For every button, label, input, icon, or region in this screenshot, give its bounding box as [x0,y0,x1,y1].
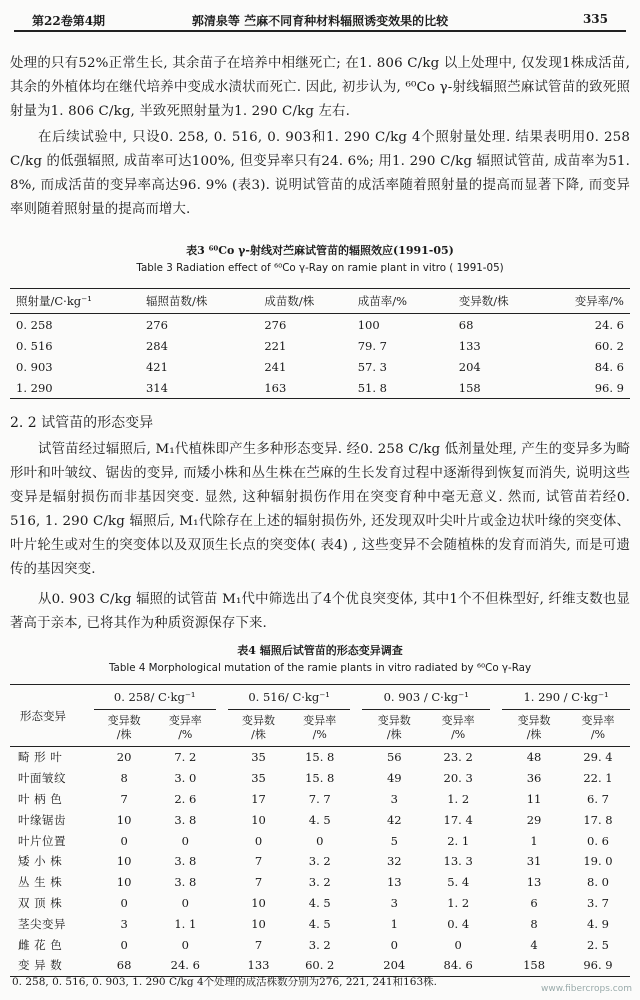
paragraph-3: 试管苗经过辐照后, M₁代植株即产生多种形态变异. 经0. 258 C/kg 低剂量处理, 产生的变异多为畸形叶和叶皱纹、锯齿的变异, 而矮小株和丛生株在苎麻的生长发育过程中逐渐得到恢复而消失, 说明这些变异是辐射损伤而非基因突变. 显然, 这种辐射损伤作用在突变育种中毫无意义. 然而, 试管苗若经0. 516, 1. 290 C/kg 辐照后, M₁代除存在上述的辐射损伤外, 还发现双叶尖叶片或金边状叶缘的突变体、叶片轮生或对生的突变体以及双顶生长点的突变体( 表4) , 这些变异不会随植株的发育而消失, 而是可遗传的基因突变. [10,442,630,577]
table4-row-label: 变 异 数 [18,958,63,973]
table4-row-label: 畸 形 叶 [18,750,63,765]
table4-row-label: 叶 柄 色 [18,791,63,806]
table4-cell: 2. 6 [174,791,197,806]
table4-cell: 1. 1 [174,916,197,931]
table3-cell: 276 [145,317,168,332]
table4-cell: 8 [530,916,538,931]
table3 [10,288,630,399]
table3-cell: 0. 903 [16,359,53,374]
table4-count-header: 变异数 /株 [94,710,155,747]
table4-cell: 10 [251,895,266,910]
table4-cell: 7 [254,854,263,869]
page-number: 335 [582,12,608,26]
table3-header-cell: 成苗数/株 [222,289,327,314]
table3-cell: 158 [458,380,481,395]
table4-cell: 4. 5 [308,916,331,931]
table4-cell: 10 [251,916,266,931]
table4-cell: 3 [390,791,398,806]
table4-cell: 3. 7 [587,895,609,910]
table3-header-cell: 照射量/C·kg⁻¹ [10,289,104,314]
table4-cell: 20. 3 [443,771,473,786]
table4-cell: 3. 2 [308,875,331,890]
table3-header-row [10,289,630,314]
table4-cell: 0 [316,833,324,848]
paragraph-2: 在后续试验中, 只设0. 258, 0. 516, 0. 903和1. 290 C/kg 4个照射量处理. 结果表明用0. 258 C/kg 的低强辐照, 成苗率可达100%, 但变异率只有24. 6%; 用1. 290 C/kg 辐照试管苗, 成苗率为51. 8%, 而成活苗的变异率高达96. 9% (表3). 说明试管苗的成活率随着照射量的提高而显著下降, 而变异率则随着照射量的提高而增大. [10,130,630,217]
table4-cell: 0 [254,833,263,848]
table4-cell: 49 [386,771,402,786]
table4-row [10,913,630,934]
table4-cell: 10 [251,812,266,827]
table4-count-header: 变异数 /株 [502,710,566,747]
table4-cell: 0 [181,833,189,848]
table4-rate-header: 变异率 /% [426,710,490,747]
table3-cell: 24. 6 [594,317,624,332]
table4-cell: 60. 2 [305,958,335,973]
table4-cell: 29 [526,812,542,827]
table3-cell: 163 [264,380,287,395]
table3-caption-en: Table 3 Radiation effect of ⁶⁰Co γ-Ray on ramie plant in vitro ( 1991-05) [136,262,504,274]
table4-cell: 22. 1 [583,771,613,786]
table3-cell: 60. 2 [594,338,624,353]
table4-cell: 42 [386,812,402,827]
table4-cell: 1 [390,916,398,931]
table4-cell: 3 [390,895,398,910]
table3-cell: 276 [264,317,287,332]
table4-cell: 29. 4 [583,750,613,765]
table4-row-label: 矮 小 株 [18,854,63,869]
table4-cell: 2. 5 [587,937,609,952]
table3-row [10,314,630,336]
table4-cell: 4. 9 [587,916,609,931]
table4-cell: 17. 4 [443,812,473,827]
table4-cell: 96. 9 [583,958,613,973]
table4-cell: 48 [526,750,542,765]
table3-cell: 96. 9 [594,380,624,395]
table4-cell: 158 [523,958,546,973]
table4-cell: 11 [526,791,542,806]
table4-cell: 3. 2 [308,937,331,952]
table4-rate-header: 变异率 /% [566,710,630,747]
table4-group-header: 0. 516/ C·kg⁻¹ [228,685,350,710]
table3-cell: 84. 6 [594,359,624,374]
table4-rate-header: 变异率 /% [289,710,350,747]
table4-cell: 5. 4 [447,875,470,890]
table4-caption-cn: 表4 辐照后试管苗的形态变异调查 [237,644,403,657]
table4-cell: 7 [254,875,263,890]
watermark: www.fibercrops.com [541,984,632,994]
table4-cell: 4. 5 [308,812,331,827]
table3-header-cell: 变异数/株 [419,289,522,314]
table4-cell: 0 [390,937,398,952]
table4-cell: 3. 8 [174,854,197,869]
page-header [14,6,626,32]
table4-cell: 3. 2 [308,854,331,869]
table4-row-label: 丛 生 株 [18,875,63,890]
table4-cell: 1. 2 [447,895,470,910]
table4-count-header: 变异数 /株 [362,710,426,747]
table3-row [10,335,630,356]
table4-cell: 10 [116,875,132,890]
table3-cell: 1. 290 [16,380,53,395]
paragraph-1: 处理的只有52%正常生长, 其余苗子在培养中相继死亡; 在1. 806 C/kg 以上处理中, 仅发现1株成活苗, 其余的外植体均在继代培养中变成水渍状而死亡. 因此, 初步认为, ⁶⁰Co γ-射线辐照苎麻试管苗的致死照射量为1. 806 C/kg, 半致死照射量为1. 290 C/kg 左右. [10,56,630,119]
table4-group-row [10,685,630,710]
table4-cell: 23. 2 [443,750,473,765]
table3-header-cell: 辐照苗数/株 [104,289,222,314]
table4-cell: 0 [120,833,128,848]
table4-cell: 7. 2 [174,750,197,765]
table3-cell: 284 [145,338,168,353]
table4-cell: 0 [181,937,189,952]
table4-cell: 4. 5 [308,895,331,910]
table4-cell: 3. 0 [174,771,197,786]
table4-footnote: 0. 258, 0. 516, 0. 903, 1. 290 C/kg 4个处理的成活株数分别为276, 221, 241和163株. [12,976,437,988]
journal-issue: 第22卷第4期 [32,14,106,28]
table4-cell: 24. 6 [170,958,200,973]
table4-cell: 0. 4 [447,916,470,931]
table4-row [10,934,630,955]
table4-cell: 56 [386,750,402,765]
table4-cell: 7 [120,791,128,806]
table4-cell: 1. 2 [447,791,470,806]
table4-cell: 8. 0 [587,875,609,890]
table4-cell: 84. 6 [443,958,473,973]
table4-group-header: 1. 290 / C·kg⁻¹ [502,685,630,710]
table3-row [10,356,630,377]
table4-cell: 0 [454,937,462,952]
table4-cell: 10 [116,812,132,827]
table4-row [10,768,630,789]
table4-cell: 15. 8 [305,771,335,786]
table4-row [10,872,630,893]
table4 [10,684,630,977]
table4-caption-en: Table 4 Morphological mutation of the ramie plants in vitro radiated by ⁶⁰Co γ-Ray [108,662,532,674]
table3-header-cell: 变异率/% [522,289,630,314]
table4-cell: 35 [251,771,266,786]
section-heading: 2. 2 试管苗的形态变异 [10,415,154,431]
table3-row [10,377,630,399]
table4-row [10,893,630,914]
table4-group-header: 0. 258/ C·kg⁻¹ [94,685,216,710]
table3-cell: 51. 8 [357,380,387,395]
table4-row-label: 茎尖变异 [18,916,66,931]
table4-cell: 0 [181,895,189,910]
table4-cell: 19. 0 [583,854,613,869]
table4-cell: 17. 8 [583,812,613,827]
table4-cell: 2. 1 [447,833,470,848]
table4-cell: 7 [254,937,263,952]
table4-row-label: 雌 花 色 [18,937,63,952]
table3-header-cell: 成苗率/% [328,289,419,314]
table4-cell: 31 [526,854,542,869]
table4-cell: 15. 8 [305,750,335,765]
table3-cell: 0. 516 [16,338,53,353]
table4-group-header: 0. 903 / C·kg⁻¹ [362,685,490,710]
running-title: 郭清泉等 苎麻不同育种材料辐照诱变效果的比较 [191,14,449,28]
table4-cell: 35 [251,750,266,765]
table4-row-label: 叶缘锯齿 [18,812,66,827]
table4-cell: 1 [530,833,538,848]
table4-row [10,747,630,768]
table4-cell: 4 [530,937,538,952]
table4-row-label: 双 顶 株 [18,895,63,910]
table4-cell: 204 [383,958,406,973]
table4-row [10,789,630,810]
table4-cell: 3 [120,916,128,931]
table4-cell: 0 [120,937,128,952]
table4-row-label: 叶面皱纹 [18,771,66,786]
table4-cell: 3. 8 [174,875,197,890]
table4-cell: 13 [386,875,402,890]
table4-cell: 0 [120,895,128,910]
table4-cell: 3. 8 [174,812,197,827]
table4-row [10,809,630,830]
table4-count-header: 变异数 /株 [228,710,289,747]
table3-cell: 79. 7 [357,338,387,353]
table3-cell: 57. 3 [357,359,387,374]
table3-cell: 204 [458,359,481,374]
paragraph-4: 从0. 903 C/kg 辐照的试管苗 M₁代中筛选出了4个优良突变体, 其中1个不但株型好, 纤维支数也显著高于亲本, 已将其作为种质资源保存下来. [10,592,630,631]
table4-cell: 17 [251,791,266,806]
table4-row [10,830,630,851]
table4-cell: 68 [116,958,132,973]
table4-cell: 133 [247,958,270,973]
table4-cell: 6 [530,895,538,910]
table4-sub-header-row [10,710,630,747]
table3-cell: 314 [145,380,168,395]
table3-cell: 100 [357,317,380,332]
table4-row-label: 叶片位置 [18,833,66,848]
table4-cell: 13. 3 [443,854,473,869]
table3-cell: 421 [145,359,168,374]
table3-cell: 241 [264,359,287,374]
table3-cell: 0. 258 [16,317,53,332]
table4-cell: 32 [386,854,402,869]
table3-cell: 68 [458,317,474,332]
table3-cell: 133 [458,338,481,353]
table4-cell: 20 [116,750,132,765]
table4-cell: 10 [116,854,132,869]
table4-row-header: 形态变异 [10,685,94,747]
table4-cell: 13 [526,875,542,890]
table4-cell: 8 [120,771,128,786]
table4-cell: 6. 7 [587,791,609,806]
table4-cell: 36 [526,771,542,786]
table4-cell: 0. 6 [587,833,609,848]
table3-caption-cn: 表3 ⁶⁰Co γ-射线对苎麻试管苗的辐照效应(1991-05) [186,244,454,257]
table4-row [10,851,630,872]
table4-rate-header: 变异率 /% [155,710,216,747]
table4-cell: 5 [390,833,398,848]
table4-cell: 7. 7 [308,791,331,806]
table3-cell: 221 [264,338,287,353]
